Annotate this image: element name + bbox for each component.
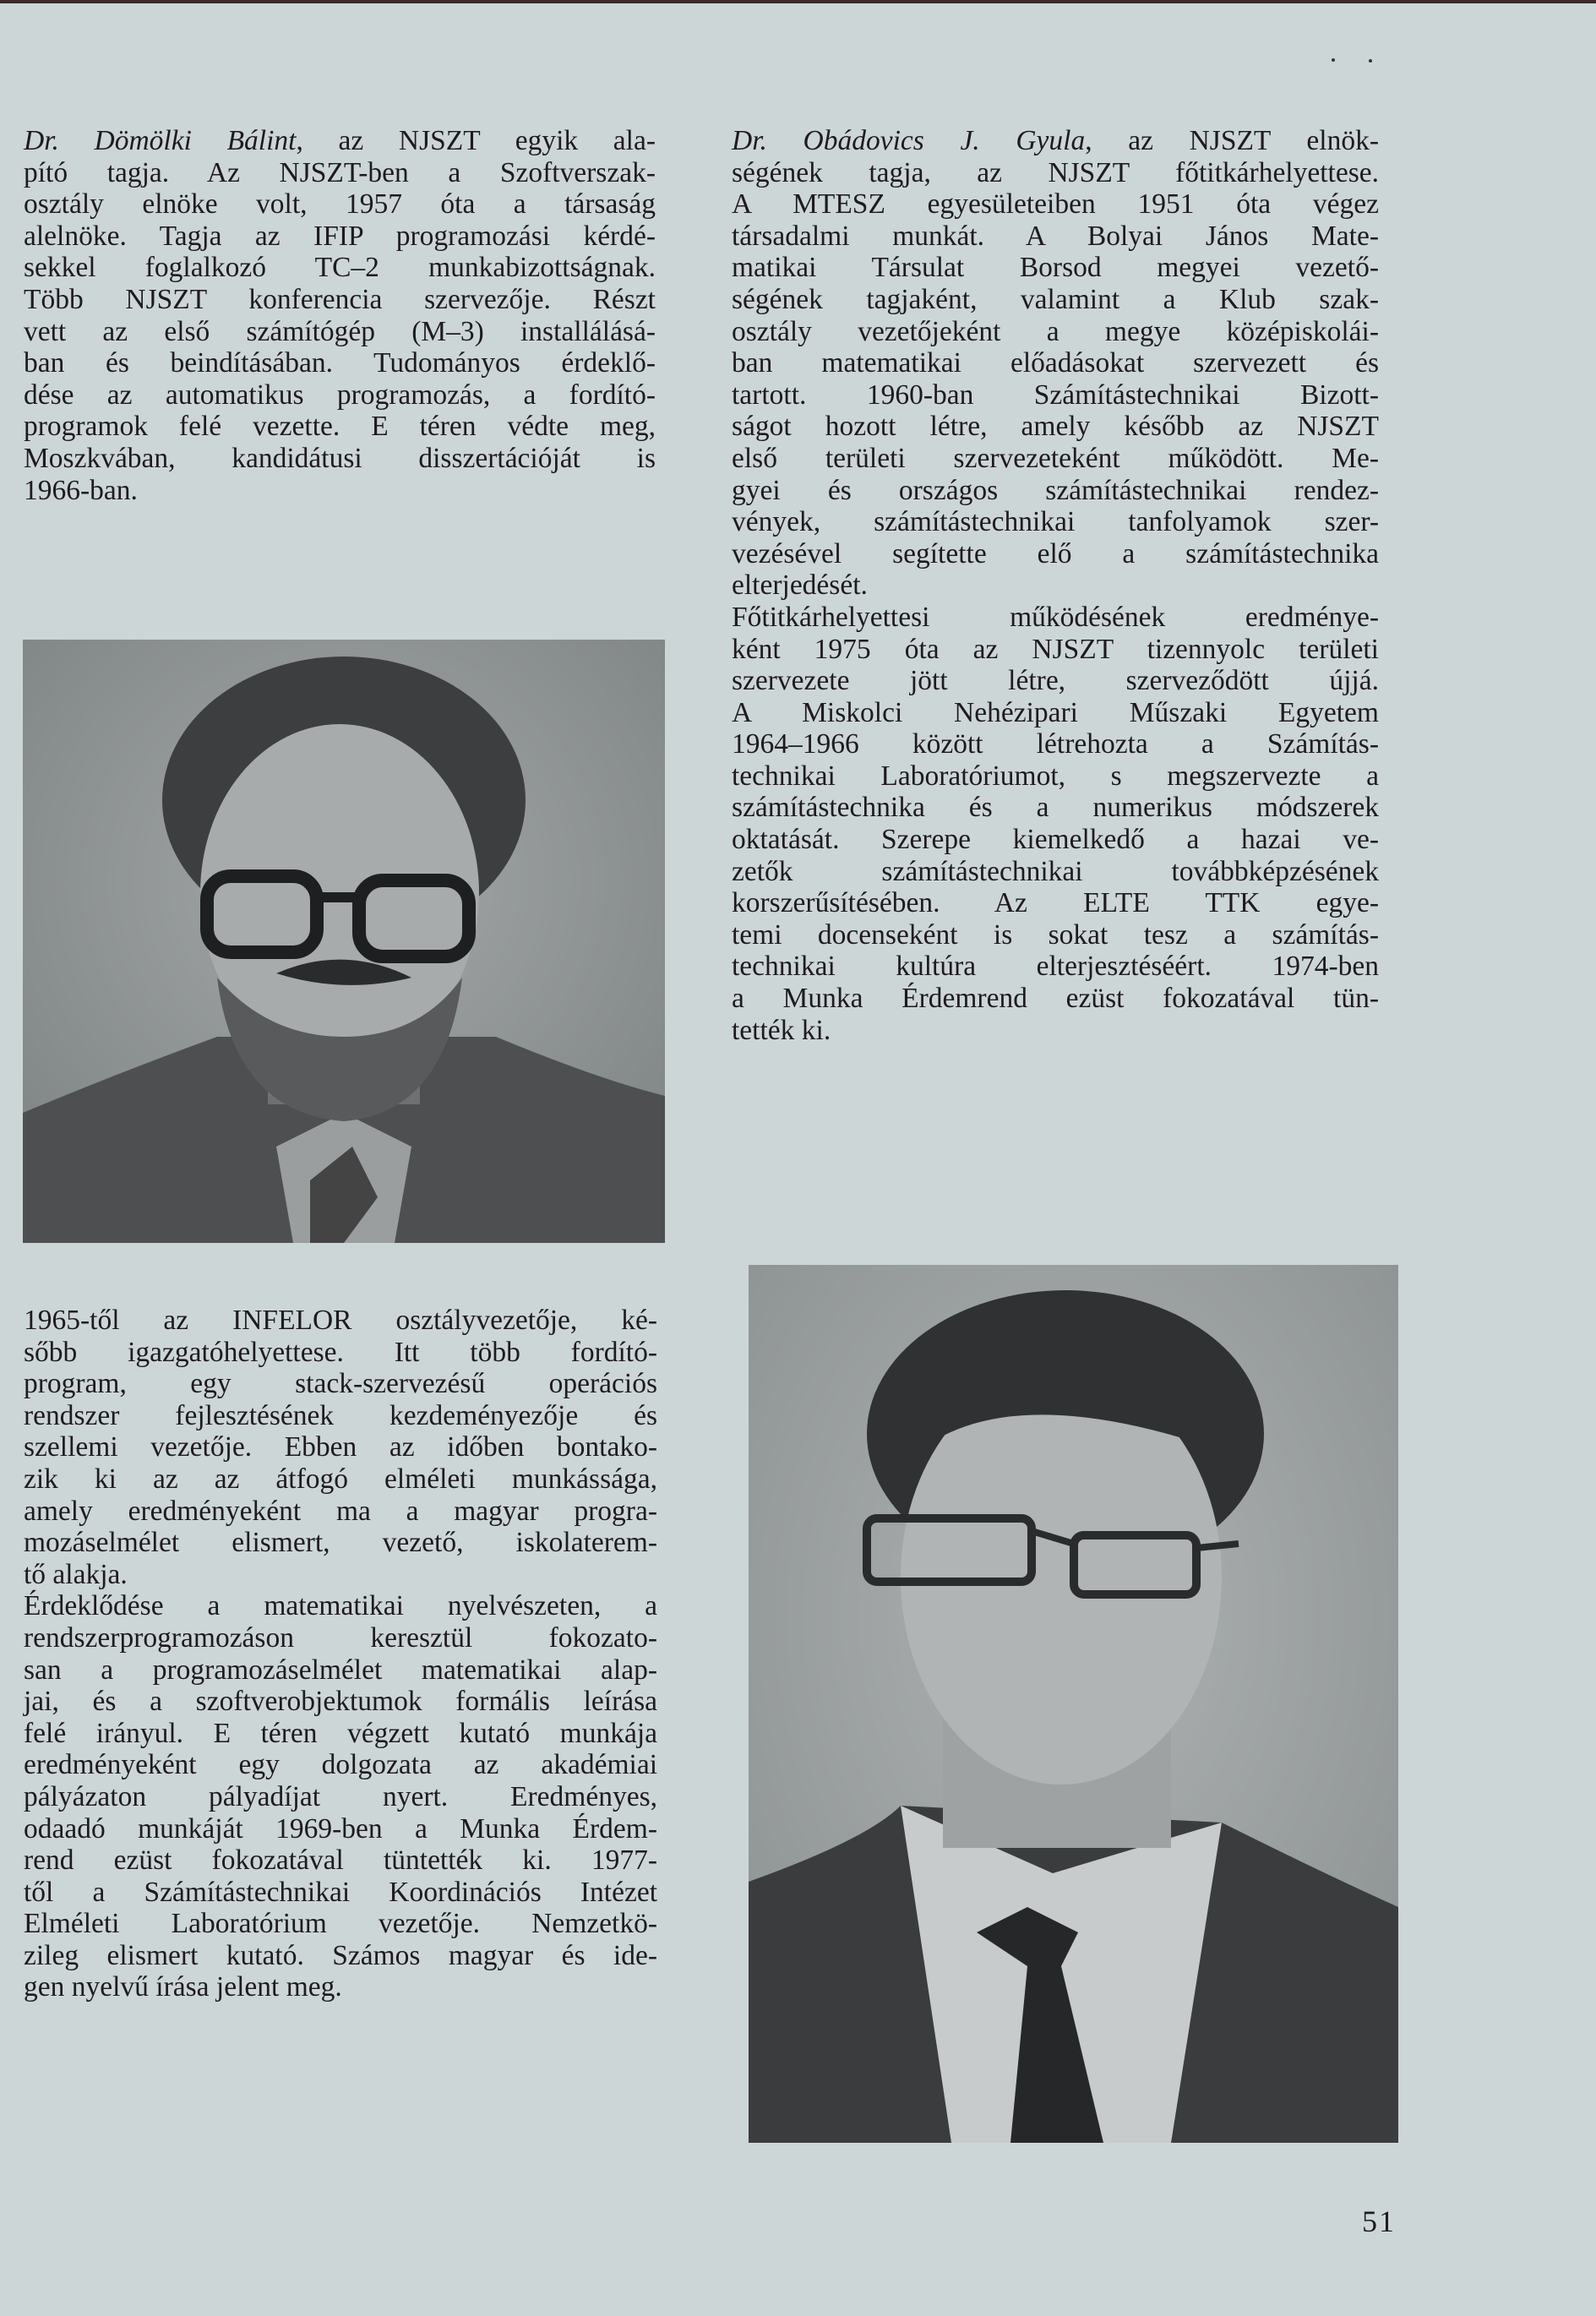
text-line: Érdeklődése a matematikai nyelvészeten, a [24,1590,657,1622]
text-line: a Munka Érdemrend ezüst fokozatával tün- [732,983,1379,1015]
text-line: ként 1975 óta az NJSZT tizennyolc területi [732,633,1379,665]
text-line: től a Számítástechnikai Koordinációs Intézet [24,1876,657,1908]
text-line: rendszerprogramozáson keresztül fokozato- [24,1621,657,1654]
text-line: sőbb igazgatóhelyettese. Itt több fordító- [24,1336,657,1368]
text-line: felé irányul. E téren végzett kutató munkája [24,1717,657,1749]
text-line: számítástechnika és a numerikus módszerek [732,792,1379,824]
text-line: 1965-től az INFELOR osztályvezetője, ké- [24,1305,657,1336]
text-line: ságot hozott létre, amely később az NJSZT [732,411,1379,443]
text-line: Elméleti Laboratórium vezetője. Nemzetkö- [24,1908,657,1940]
text-line: mozáselmélet elismert, vezető, iskolaterem- [24,1527,657,1559]
text-line: ban és beindításában. Tudományos érdeklő- [24,347,656,379]
text-line: korszerűsítésében. Az ELTE TTK egye- [732,887,1379,919]
bio-domolki-intro [24,125,656,506]
text-line: Dr. Obádovics J. Gyula, az NJSZT elnök- [732,125,1379,156]
text-line: A Miskolci Nehézipari Műszaki Egyetem [732,696,1379,728]
portrait-photo-obadovics [749,1265,1398,2143]
person-name: Dr. Dömölki Bálint [24,125,297,156]
text-line: oktatását. Szerepe kiemelkedő a hazai ve- [732,824,1379,856]
text-line: eredményeként egy dolgozata az akadémiai [24,1749,657,1781]
text-line: pályázaton pályadíjat nyert. Eredményes, [24,1780,657,1812]
text-line: pító tagja. Az NJSZT-ben a Szoftverszak- [24,156,656,188]
text-line: elterjedését. [732,569,868,602]
text-line: rend ezüst fokozatával tüntették ki. 1977- [24,1845,657,1877]
text-line: A MTESZ egyesületeiben 1951 óta végez [732,188,1379,221]
text-line: zileg elismert kutató. Számos magyar és ide- [24,1939,657,1971]
text-line: temi docenseként is sokat tesz a számítás- [732,918,1379,951]
text-line: rendszer fejlesztésének kezdeményezője és [24,1399,657,1431]
text-line: tartott. 1960-ban Számítástechnikai Bizott- [732,379,1379,411]
text-line: amely eredményeként ma a magyar progra- [24,1495,657,1527]
text-line: alelnöke. Tagja az IFIP programozási kérdé- [24,220,656,252]
text-line: vett az első számítógép (M–3) installálásá- [24,315,656,347]
text-line: programok felé vezette. E téren védte meg, [24,411,656,443]
text-line: tő alakja. [24,1558,128,1590]
text-line: sekkel foglalkozó TC–2 munkabizottságnak. [24,252,656,284]
text-line: dése az automatikus programozás, a fordító- [24,379,656,411]
text-line: 1964–1966 között létrehozta a Számítás- [732,728,1379,760]
text-line: első területi szervezeteként működött. Me- [732,442,1379,474]
text-line: Moszkvában, kandidátusi disszertációját is [24,442,656,474]
text-line: ségének tagjaként, valamint a Klub szak- [732,283,1379,315]
text-line: osztály elnöke volt, 1957 óta a társaság [24,188,656,221]
page-number: 51 [1362,2204,1396,2238]
text-line: Dr. Dömölki Bálint, az NJSZT egyik ala- [24,125,656,156]
text-line: vezésével segítette elő a számítástechnika [732,537,1379,569]
text-line: ban matematikai előadásokat szervezett és [732,347,1379,379]
text-line: gen nyelvű írása jelent meg. [24,1971,342,2003]
person-name: Dr. Obádovics J. Gyula [732,125,1086,156]
text-line: matikai Társulat Borsod megyei vezető- [732,252,1379,284]
text-line: san a programozáselmélet matematikai alap- [24,1654,657,1686]
text-line: Főtitkárhelyettesi működésének eredménye- [732,601,1379,633]
text-line: tették ki. [732,1014,831,1046]
text-line: technikai Laboratóriumot, s megszervezte a [732,760,1379,792]
text-line: gyei és országos számítástechnikai rendez- [732,474,1379,506]
page-top-edge [0,0,1596,3]
text-line: program, egy stack-szervezésű operációs [24,1368,657,1400]
bio-domolki-career [24,1305,657,2003]
text-line: zetők számítástechnikai továbbképzésének [732,855,1379,887]
text-line: ségének tagja, az NJSZT főtitkárhelyettese. [732,156,1379,188]
bio-obadovics [732,125,1379,1046]
text-line: szellemi vezetője. Ebben az időben bontako- [24,1431,657,1463]
text-line: társadalmi munkát. A Bolyai János Mate- [732,220,1379,252]
text-line: odaadó munkáját 1969-ben a Munka Érdem- [24,1812,657,1845]
text-line: 1966-ban. [24,474,138,506]
print-specks [1326,52,1377,59]
portrait-photo-domolki [23,640,665,1243]
portrait-man-glasses-tie-icon [749,1265,1398,2143]
text-line: szervezete jött létre, szerveződött újjá. [732,665,1379,697]
text-line: Több NJSZT konferencia szervezője. Részt [24,283,656,315]
text-line: zik ki az az átfogó elméleti munkássága, [24,1463,657,1495]
text-line: vények, számítástechnikai tanfolyamok szer- [732,506,1379,538]
portrait-bearded-man-glasses-icon [23,640,665,1243]
text-line: jai, és a szoftverobjektumok formális leírása [24,1686,657,1718]
text-line: osztály vezetőjeként a megye középiskolái- [732,315,1379,347]
text-line: technikai kultúra elterjesztéséért. 1974-ben [732,951,1379,983]
